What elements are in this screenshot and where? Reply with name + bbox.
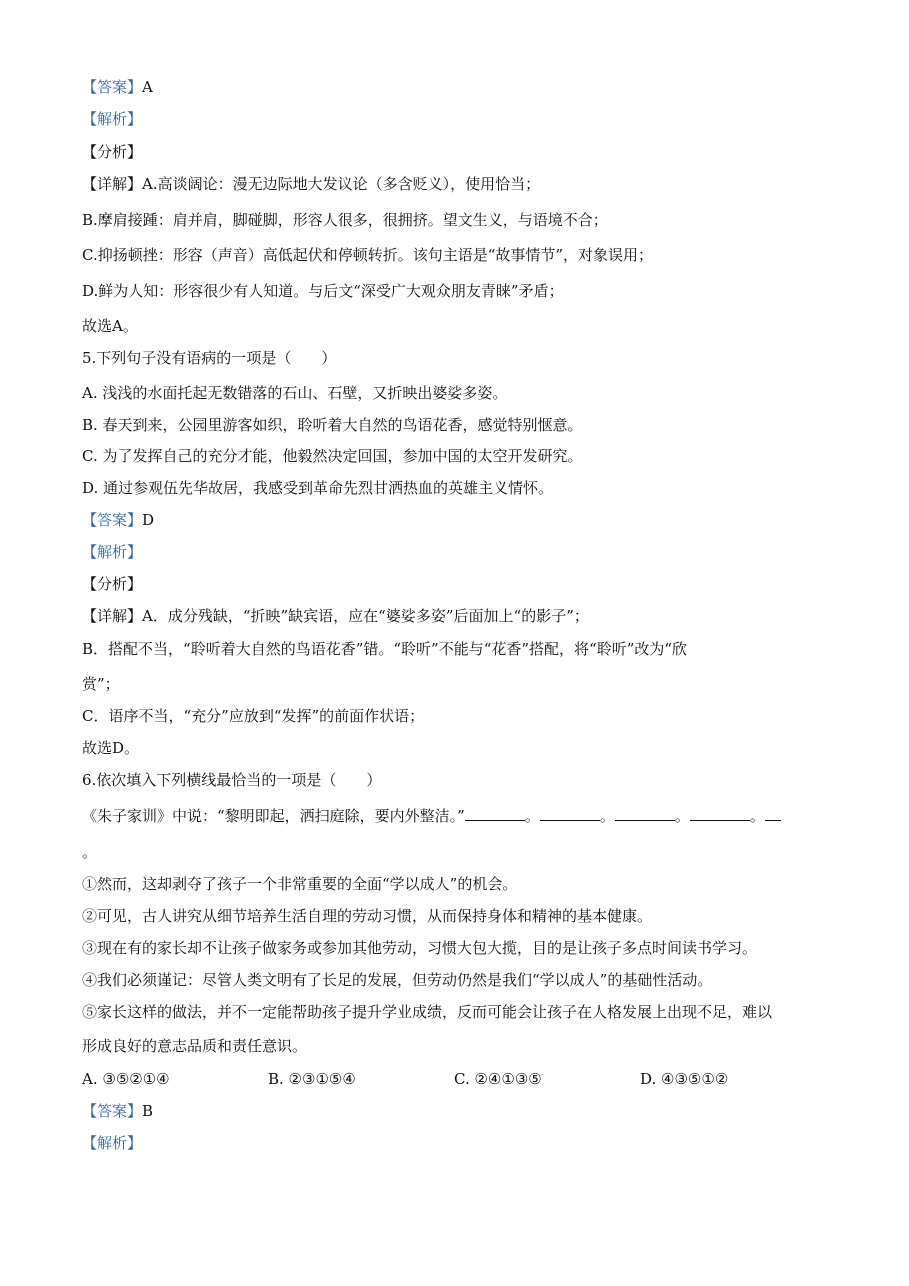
answer-tag: 【答案】 xyxy=(82,511,143,529)
q5-option-d: D. 通过参观伍先华故居，我感受到革命先烈甘洒热血的英雄主义情怀。 xyxy=(82,479,554,497)
fenxi-tag: 【分析】 xyxy=(82,143,143,161)
period: 。 xyxy=(524,807,540,825)
q6-sentence-4: ④我们必须谨记：尽管人类文明有了长足的发展，但劳动仍然是我们“学以成人”的基础性活动。 xyxy=(82,971,713,989)
period: 。 xyxy=(599,807,615,825)
q5-detail-b-1: B．搭配不当，“聆听着大自然的鸟语花香”错。“聆听”不能与“花香”搭配，将“聆听”改为“欣 xyxy=(82,640,688,658)
answer-tag: 【答案】 xyxy=(82,1102,143,1120)
q6-sentence-5-cont: 形成良好的意志品质和责任意识。 xyxy=(82,1037,308,1055)
q6-sentence-2: ②可见，古人讲究从细节培养生活自理的劳动习惯，从而保持身体和精神的基本健康。 xyxy=(82,907,653,925)
blank-3 xyxy=(615,806,675,821)
blank-2 xyxy=(540,806,600,821)
answer-tag: 【答案】 xyxy=(82,78,143,96)
q6-stem: 6.依次填入下列横线最恰当的一项是（ ） xyxy=(82,771,382,789)
q6-sentence-1: ①然而，这却剥夺了孩子一个非常重要的全面“学以成人”的机会。 xyxy=(82,875,518,893)
q6-choice-d: D. ④③⑤①② xyxy=(640,1070,729,1088)
detail-text: A.高谈阔论：漫无边际地大发议论（多含贬义），使用恰当； xyxy=(142,175,541,193)
q6-sentence-5: ⑤家长这样的做法，并不一定能帮助孩子提升学业成绩，反而可能会让孩子在人格发展上出现不足，难以 xyxy=(82,1003,773,1021)
blank-4 xyxy=(690,806,750,821)
q6-sentence-3: ③现在有的家长却不让孩子做家务或参加其他劳动，习惯大包大揽，目的是让孩子多点时间读书学习。 xyxy=(82,939,758,957)
q5-detail-c: C．语序不当，“充分”应放到“发挥”的前面作状语； xyxy=(82,707,425,725)
answer-value: B xyxy=(142,1102,154,1120)
passage-text: 《朱子家训》中说：“黎明即起，洒扫庭除，要内外整洁。” xyxy=(82,807,465,825)
q4-detail-c: C.抑扬顿挫：形容（声音）高低起伏和停顿转折。该句主语是“故事情节”，对象误用； xyxy=(82,246,654,264)
q6-analysis-tag-line xyxy=(82,1133,832,1153)
q4-detail-a xyxy=(82,174,832,194)
analysis-tag: 【解析】 xyxy=(82,110,143,128)
period: 。 xyxy=(674,807,690,825)
blank-5 xyxy=(765,806,781,821)
q4-conclusion: 故选A。 xyxy=(82,317,138,335)
q5-analysis-tag-line xyxy=(82,542,832,562)
blank-1 xyxy=(465,806,525,821)
q6-choice-b: B. ②③①⑤④ xyxy=(268,1070,356,1088)
q5-fenxi-line xyxy=(82,574,832,594)
answer-value: A xyxy=(142,78,153,96)
q5-option-c: C. 为了发挥自己的充分才能，他毅然决定回国，参加中国的太空开发研究。 xyxy=(82,447,583,465)
q4-answer-line xyxy=(82,77,832,97)
q4-fenxi-line xyxy=(82,142,832,162)
q6-passage-end: 。 xyxy=(82,843,98,861)
q4-detail-d: D.鲜为人知：形容很少有人知道。与后文“深受广大观众朋友青睐”矛盾； xyxy=(82,282,564,300)
q4-detail-b: B.摩肩接踵：肩并肩，脚碰脚，形容人很多，很拥挤。望文生义，与语境不合； xyxy=(82,211,608,229)
q5-stem: 5.下列句子没有语病的一项是（ ） xyxy=(82,349,337,367)
q5-option-a: A. 浅浅的水面托起无数错落的石山、石壁，又折映出婆娑多姿。 xyxy=(82,384,508,402)
q5-answer-line xyxy=(82,510,832,530)
detail-text: A．成分残缺，“折映”缺宾语，应在“婆娑多姿”后面加上“的影子”； xyxy=(142,607,589,625)
q4-analysis-tag-line xyxy=(82,109,832,129)
detail-tag: 【详解】 xyxy=(82,175,143,193)
analysis-tag: 【解析】 xyxy=(82,543,143,561)
q5-detail-b-2: 赏”； xyxy=(82,675,120,693)
analysis-tag: 【解析】 xyxy=(82,1134,143,1152)
q5-conclusion: 故选D。 xyxy=(82,739,140,757)
q5-detail-a xyxy=(82,606,832,626)
answer-value: D xyxy=(142,511,155,529)
q6-choice-a: A. ③⑤②①④ xyxy=(82,1070,170,1088)
q6-passage xyxy=(82,806,832,826)
q6-answer-line xyxy=(82,1101,832,1121)
fenxi-tag: 【分析】 xyxy=(82,575,143,593)
detail-tag: 【详解】 xyxy=(82,607,143,625)
period: 。 xyxy=(749,807,765,825)
q5-option-b: B. 春天到来，公园里游客如织，聆听着大自然的鸟语花香，感觉特别惬意。 xyxy=(82,416,583,434)
q6-choice-c: C. ②④①③⑤ xyxy=(454,1070,542,1088)
